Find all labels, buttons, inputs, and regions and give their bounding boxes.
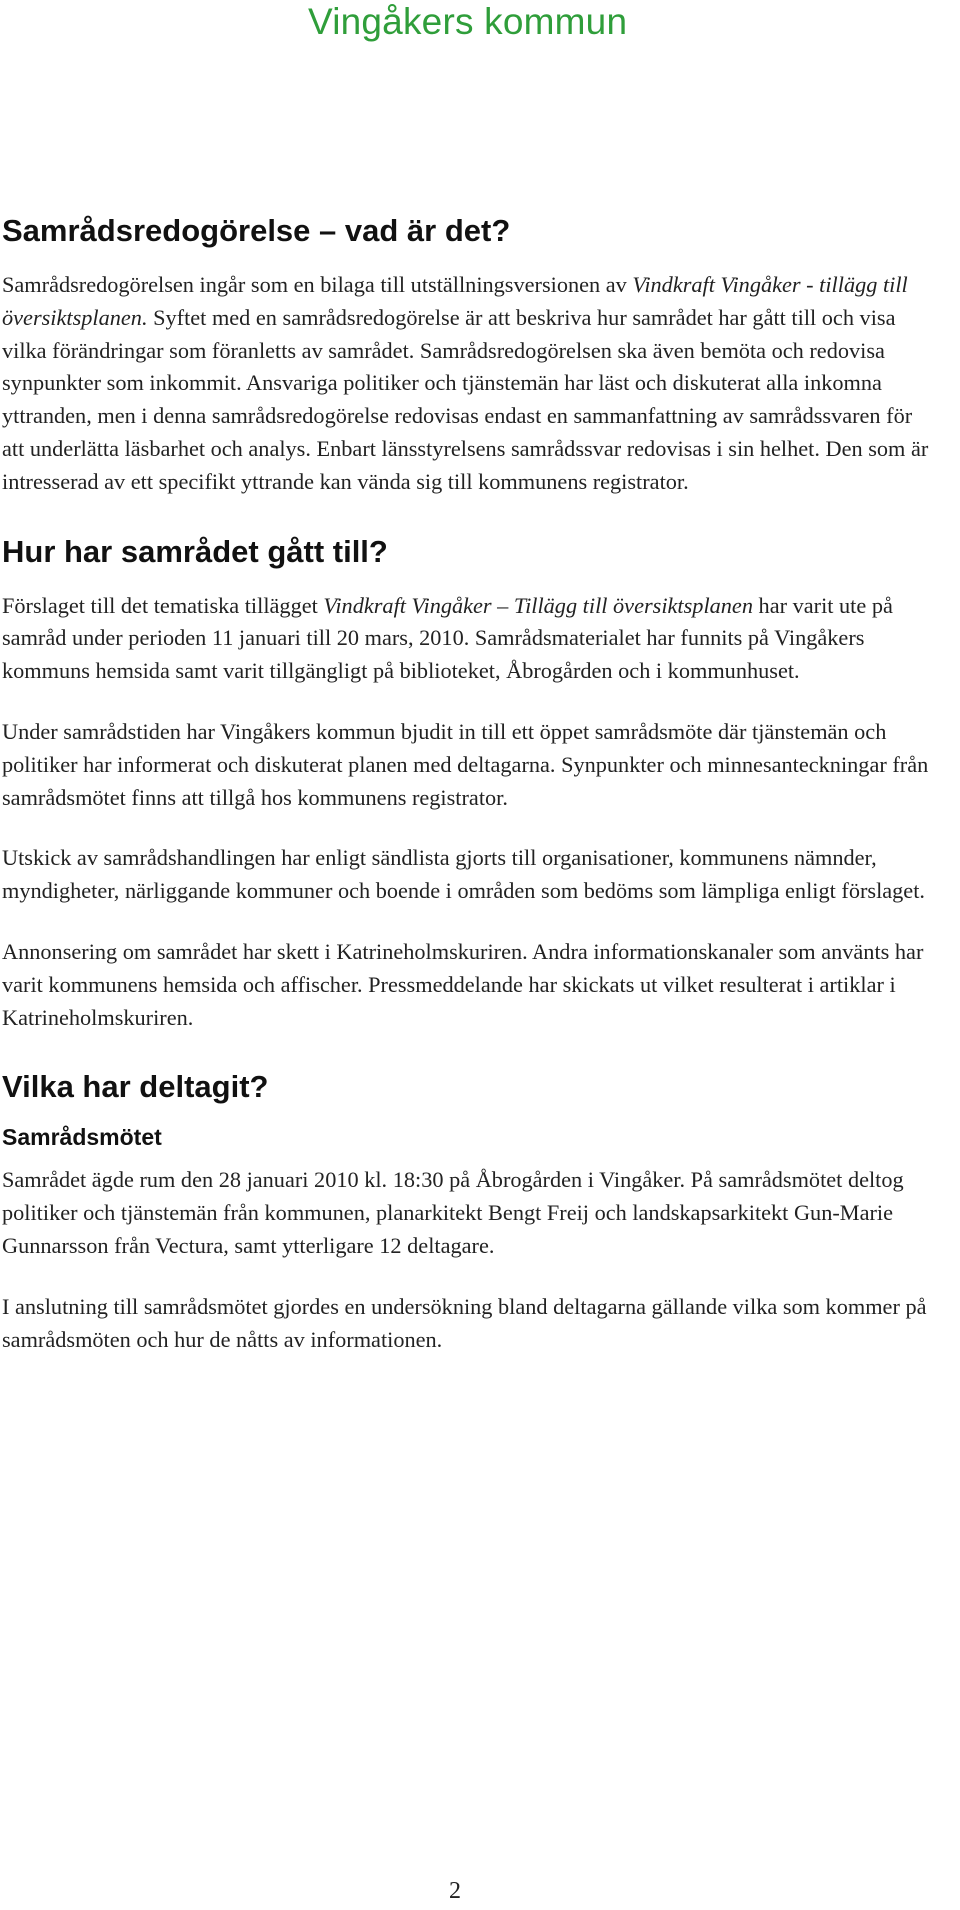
paragraph-survey: I anslutning till samrådsmötet gjordes en undersökning bland deltagarna gällande vilka som kommer på samrådsmöten och hur de nåtts av informationen.: [2, 1293, 927, 1352]
paragraph-meeting-invite: Under samrådstiden har Vingåkers kommun bjudit in till ett öppet samrådsmöte där tjänstemän och politiker har informerat och diskuterat planen med deltagarna. Synpunkter och minnesanteckningar från samrådsmötet finns att tillgå hos kommunens registrator.: [2, 718, 929, 810]
paragraph-proposal: [2, 590, 937, 688]
paragraph-intro: [2, 269, 937, 499]
paragraph-advertising: Annonsering om samrådet har skett i Katrineholmskuriren. Andra informationskanaler som använts har varit kommunens hemsida och affischer. Pressmeddelande har skickats ut vilket resulterat i artiklar i Katrineholmskuriren.: [2, 938, 924, 1030]
paragraph-meeting-details: Samrådet ägde rum den 28 januari 2010 kl. 18:30 på Åbrogården i Vingåker. På samrådsmötet deltog politiker och tjänstemän från kommunen, planarkitekt Bengt Freij och landskapsarkitekt Gun-Marie Gunnarsson från Vectura, samt ytterligare 12 deltagare.: [2, 1167, 904, 1258]
page-header-org-name: Vingåkers kommun: [308, 1, 628, 42]
paragraph-intro-title-italic: Vindkraft Vingåker - tillägg till översiktsplanen.: [2, 272, 908, 330]
document-body: [2, 212, 937, 1356]
section-heading-what-is: Samrådsredogörelse – vad är det?: [2, 213, 511, 248]
paragraph-intro-text-c: Syftet med en samrådsredogörelse är att beskriva hur samrådet har gått till och visa vilka förändringar som föranletts av samrådet. Samrådsredogörelsen ska även bemöta och redovisa synpunkter som inkommit. Ansvariga politiker och tjänstemän har läst och diskuterat alla inkomna yttranden, men i denna samrådsredogörelse redovisas endast en sammanfattning av samrådssvaren för att underlätta läsbarhet och analys. Enbart länsstyrelsens samrådssvar redovisas i sin helhet. Den som är intresserad av ett specifikt yttrande kan vända sig till kommunens registrator.: [2, 304, 929, 494]
paragraph-proposal-title-italic: Vindkraft Vingåker – Tillägg till översiktsplanen: [323, 592, 753, 618]
paragraph-proposal-text-a: Förslaget till det tematiska tillägget: [2, 592, 324, 618]
section-heading-who: Vilka har deltagit?: [2, 1069, 269, 1105]
paragraph-distribution: Utskick av samrådshandlingen har enligt sändlista gjorts till organisationer, kommunens nämnder, myndigheter, närliggande kommuner och boende i områden som bedöms som lämpliga enligt förslaget.: [2, 845, 925, 904]
page-number: 2: [449, 1878, 461, 1904]
paragraph-intro-text-a: Samrådsredogörelsen ingår som en bilaga till utställningsversionen av: [2, 272, 633, 297]
paragraph-proposal-text-c: har varit ute på samråd under perioden 11 januari till 20 mars, 2010. Samrådsmaterialet har funnits på Vingåkers kommuns hemsida samt varit tillgängligt på biblioteket, Åbrogården och i kommunhuset.: [2, 592, 893, 684]
subheading-meeting: Samrådsmötet: [2, 1124, 162, 1151]
section-heading-how: Hur har samrådet gått till?: [2, 533, 388, 569]
